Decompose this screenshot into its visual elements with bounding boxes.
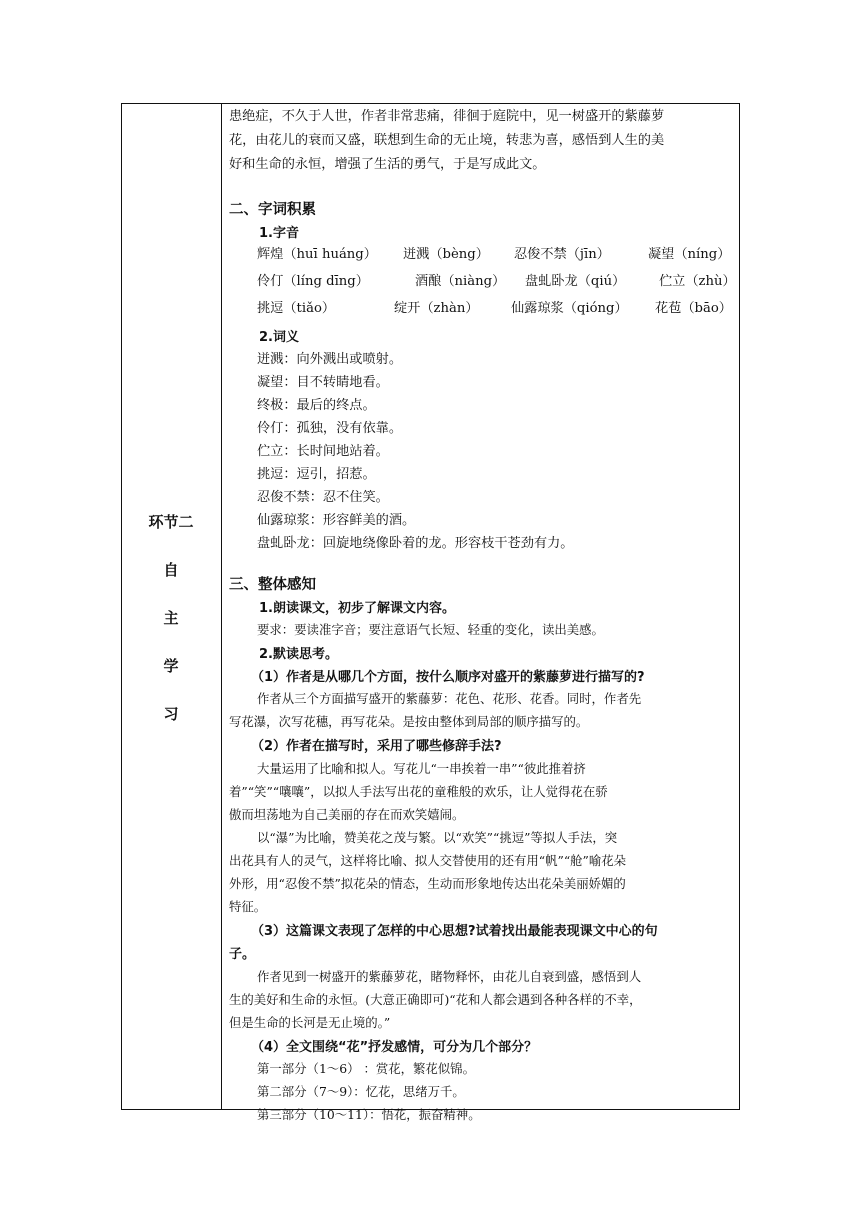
pinyin-item: 盘虬卧龙（qiú） [525,274,626,289]
pinyin-item: 仙露琼浆（qióng） [511,301,628,316]
answer-line: 特征。 [229,899,267,914]
answer-line: 作者从三个方面描写盛开的紫藤萝：花色、花形、花香。同时，作者先 [257,691,642,706]
answer-line: 作者见到一树盛开的紫藤萝花，睹物释怀，由花儿自衰到盛，感悟到人 [257,969,642,984]
section-title: 环节二 [148,513,194,531]
answer-line: 出花具有人的灵气，这样将比喻、拟人交替使用的还有用“帆”“舱”喻花朵 [229,853,627,868]
question: （1）作者是从哪几个方面，按什么顺序对盛开的紫藤萝进行描写的? [251,670,645,685]
pinyin-item: 辉煌（huī huáng） [257,247,377,262]
sub-heading: 2.词义 [259,330,299,345]
answer-line: 第二部分（7～9）：忆花，思绪万千。 [257,1084,465,1099]
answer-line: 着”“笑”“嚷嚷”，以拟人手法写出花的童稚般的欢乐，让人觉得花在骄 [229,784,608,799]
pinyin-item: 酒酿（niàng） [415,274,506,289]
intro-line: 患绝症，不久于人世，作者非常悲痛，徘徊于庭院中，见一树盛开的紫藤萝 [229,109,665,124]
definition: 忍俊不禁：忍不住笑。 [257,490,389,505]
question: 子。 [229,947,256,962]
question: 2.默读思考。 [259,647,338,662]
pinyin-item: 挑逗（tiǎo） [257,301,336,316]
question: （4）全文围绕“花”抒发感情，可分为几个部分？ [251,1040,538,1055]
section-char: 学 [163,657,179,675]
question: （3）这篇课文表现了怎样的中心思想?试着找出最能表现课文中心的句 [251,924,658,939]
section-heading: 三、整体感知 [229,577,316,593]
section-char: 自 [163,561,179,579]
definition: 仙露琼浆：形容鲜美的酒。 [257,513,416,528]
answer-line: 第一部分（1～6） ：赏花，繁花似锦。 [257,1061,475,1076]
definition: 伶仃：孤独，没有依靠。 [257,421,403,436]
section-heading: 二、字词积累 [229,202,316,218]
definition: 挑逗：逗引，招惹。 [257,467,376,482]
answer-line: 傲而坦荡地为自己美丽的存在而欢笑嬉闹。 [229,807,465,822]
section-label [121,510,221,750]
pinyin-item: 迸溅（bèng） [403,247,489,262]
answer-line: 生的美好和生命的永恒。(大意正确即可)“花和人都会遇到各种各样的不幸， [229,992,642,1007]
definition: 迸溅：向外溅出或喷射。 [257,352,403,367]
answer-line: 但是生命的长河是无止境的。” [229,1015,391,1030]
answer-line: 大量运用了比喻和拟人。写花儿“一串挨着一串”“彼此推着挤 [257,761,586,776]
pinyin-item: 伶仃（líng dīng） [257,274,369,289]
question: 1.朗读课文，初步了解课文内容。 [259,601,455,616]
question: （2）作者在描写时，采用了哪些修辞手法? [251,739,502,754]
answer-line: 写花瀑，次写花穗，再写花朵。是按由整体到局部的顺序描写的。 [229,714,589,729]
section-char: 习 [163,705,179,723]
pinyin-item: 忍俊不禁（jīn） [514,247,610,262]
intro-line: 好和生命的永恒，增强了生活的勇气，于是写成此文。 [229,157,546,172]
definition: 终极：最后的终点。 [257,398,376,413]
intro-line: 花，由花儿的衰而又盛，联想到生命的无止境，转悲为喜，感悟到人生的美 [229,133,665,148]
definition: 凝望：目不转睛地看。 [257,375,389,390]
pinyin-item: 伫立（zhù） [659,274,736,289]
section-char: 主 [163,609,179,627]
definition: 盘虬卧龙：回旋地绕像卧着的龙。形容枝干苍劲有力。 [257,536,574,551]
pinyin-item: 花苞（bāo） [655,301,732,316]
sub-heading: 1.字音 [259,226,299,241]
pinyin-item: 绽开（zhàn） [394,301,479,316]
requirement: 要求：要读准字音；要注意语气长短、轻重的变化，读出美感。 [257,622,604,637]
answer-line: 外形，用“忍俊不禁”拟花朵的情态，生动而形象地传达出花朵美丽娇媚的 [229,876,626,891]
answer-line: 以“瀑”为比喻，赞美花之茂与繁。以“欢笑”“挑逗”等拟人手法，突 [257,830,618,845]
pinyin-item: 凝望（níng） [648,247,731,262]
answer-line: 第三部分（10～11）：悟花，振奋精神。 [257,1107,481,1122]
definition: 伫立：长时间地站着。 [257,444,389,459]
